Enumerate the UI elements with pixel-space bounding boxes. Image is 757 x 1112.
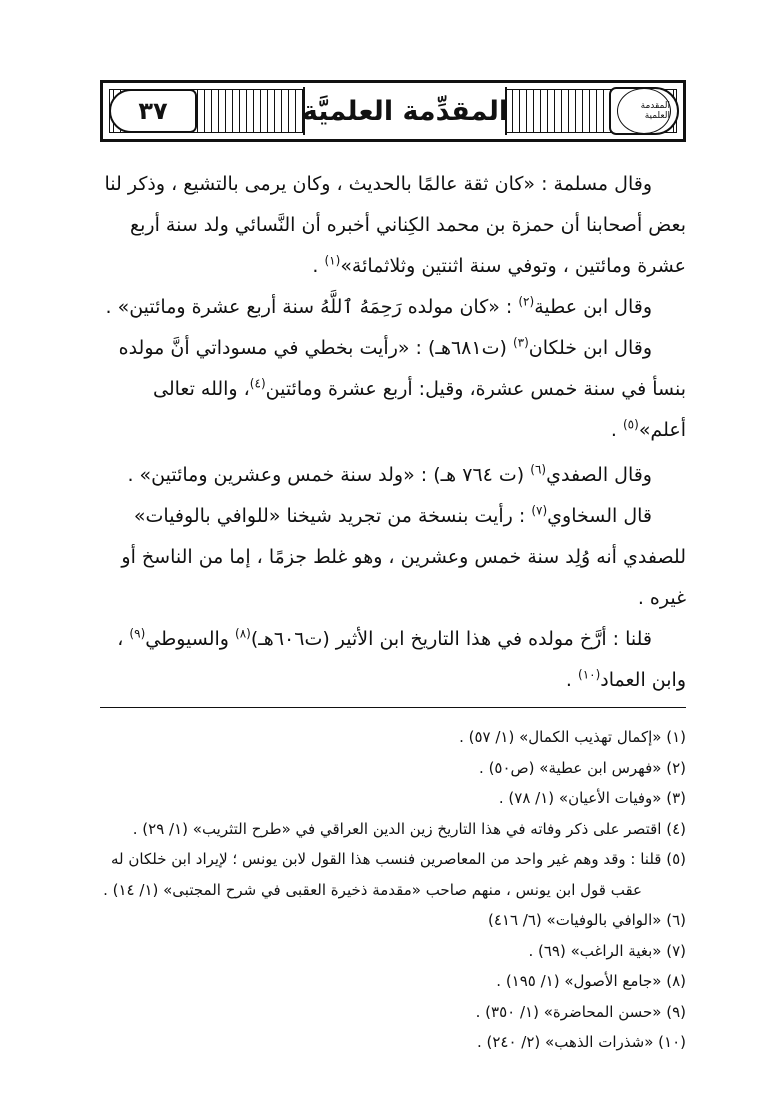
page-number-box (109, 89, 197, 133)
footnote-ref: (٩) (129, 626, 146, 641)
footnote-ref: (١) (324, 253, 341, 268)
running-header (100, 80, 686, 142)
header-title: المقدِّمة العلميَّة (301, 95, 509, 127)
emblem-text: المقدمة العلمية (640, 101, 670, 121)
footnote-2: (٢) «فهرس ابن عطية» (ص٥٠) . (479, 758, 686, 777)
footnote-7: (٧) «بغية الراغب» (٦٩) . (528, 941, 686, 960)
footnote-ref: (٧) (531, 503, 548, 518)
footnote-1: (١) «إكمال تهذيب الكمال» (١/ ٥٧) . (459, 728, 686, 746)
paragraph-6: قلنا : أرَّخ مولده في هذا التاريخ ابن الأثير (ت٦٠٦هـ)$^{(٨)}$ والسيوطي$^{(٩)}$ ، وابن العماد$^{(١٠)}$ . (117, 626, 686, 691)
page-number: ٣٧ (138, 97, 168, 125)
footnote-6: (٦) «الوافي بالوفيات» (٦/ ٤١٦) (488, 911, 686, 929)
footnote-10: (١٠) «شذرات الذهب» (٢/ ٢٤٠) . (476, 1033, 686, 1051)
paragraph-1: وقال مسلمة : «كان ثقة عالمًا بالحديث ، وكان يرمى بالتشيع ، وذكر لنا بعض أصحابنا أن حمزة بن محمد الكِناني أخبره أن النَّسائي ولد سنة أربع عشرة ومائتين ، وتوفي سنة اثنتين وثلاثمائة»$^{(١)}$ . (104, 173, 686, 277)
footnote-9: (٩) «حسن المحاضرة» (١/ ٣٥٠) . (475, 1002, 686, 1021)
footnote-4: (٤) اقتصر على ذكر وفاته في هذا التاريخ زين الدين العراقي في «طرح التثريب» (١/ ٢٩) . (132, 819, 686, 838)
footnote-5: (٥) قلنا : وقد وهم غير واحد من المعاصرين فنسب هذا القول لابن يونس ؛ لإيراد ابن خلكان له (111, 850, 686, 868)
footnote-ref: (٢) (518, 294, 535, 309)
paragraph-3: وقال ابن خلكان$^{(٣)}$ (ت٦٨١هـ) : «رأيت بخطي في مسوداتي أنَّ مولده بنسأ في سنة خمس عشرة، وقيل: أربع عشرة ومائتين$^{(٤)}$، والله تعالى أعلم»$^{(٥)}$ . (118, 335, 686, 441)
paragraph-5: قال السخاوي$^{(٧)}$ : رأيت بنسخة من تجريد شيخنا «للوافي بالوفيات» للصفدي أنه وُلِد سنة خمس وعشرين ، وهو غلط جزمًا ، إما من الناسخ أو غيره . (121, 503, 686, 609)
footnotes (100, 722, 686, 1058)
footnote-ref: (٥) (622, 417, 639, 432)
footnote-ref: (٣) (512, 335, 529, 350)
footnote-ref: (٤) (249, 376, 266, 391)
header-emblem (609, 87, 679, 135)
footnote-ref: (٦) (530, 462, 547, 477)
footnote-5-continued: عقب قول ابن يونس ، منهم صاحب «مقدمة ذخيرة العقبى في شرح المجتبى» (١/ ١٤) . (103, 880, 642, 899)
footnote-8: (٨) «جامع الأصول» (١/ ١٩٥) . (496, 972, 686, 990)
paragraph-2: وقال ابن عطية$^{(٢)}$ : «كان مولده رَحِمَهُ ٱللَّهُ سنة أربع عشرة ومائتين» . (105, 294, 652, 318)
seal-icon (617, 88, 671, 134)
footnote-ref: (١٠) (578, 667, 601, 682)
main-text (100, 164, 686, 701)
header-frame (100, 80, 686, 142)
footnote-ref: (٨) (235, 626, 251, 641)
header-title-box (303, 87, 507, 135)
footnote-3: (٣) «وفيات الأعيان» (١/ ٧٨) . (498, 789, 686, 807)
footnote-separator (100, 707, 686, 708)
paragraph-4: وقال الصفدي$^{(٦)}$ (ت ٧٦٤ هـ) : «ولد سنة خمس وعشرين ومائتين» . (127, 462, 652, 486)
